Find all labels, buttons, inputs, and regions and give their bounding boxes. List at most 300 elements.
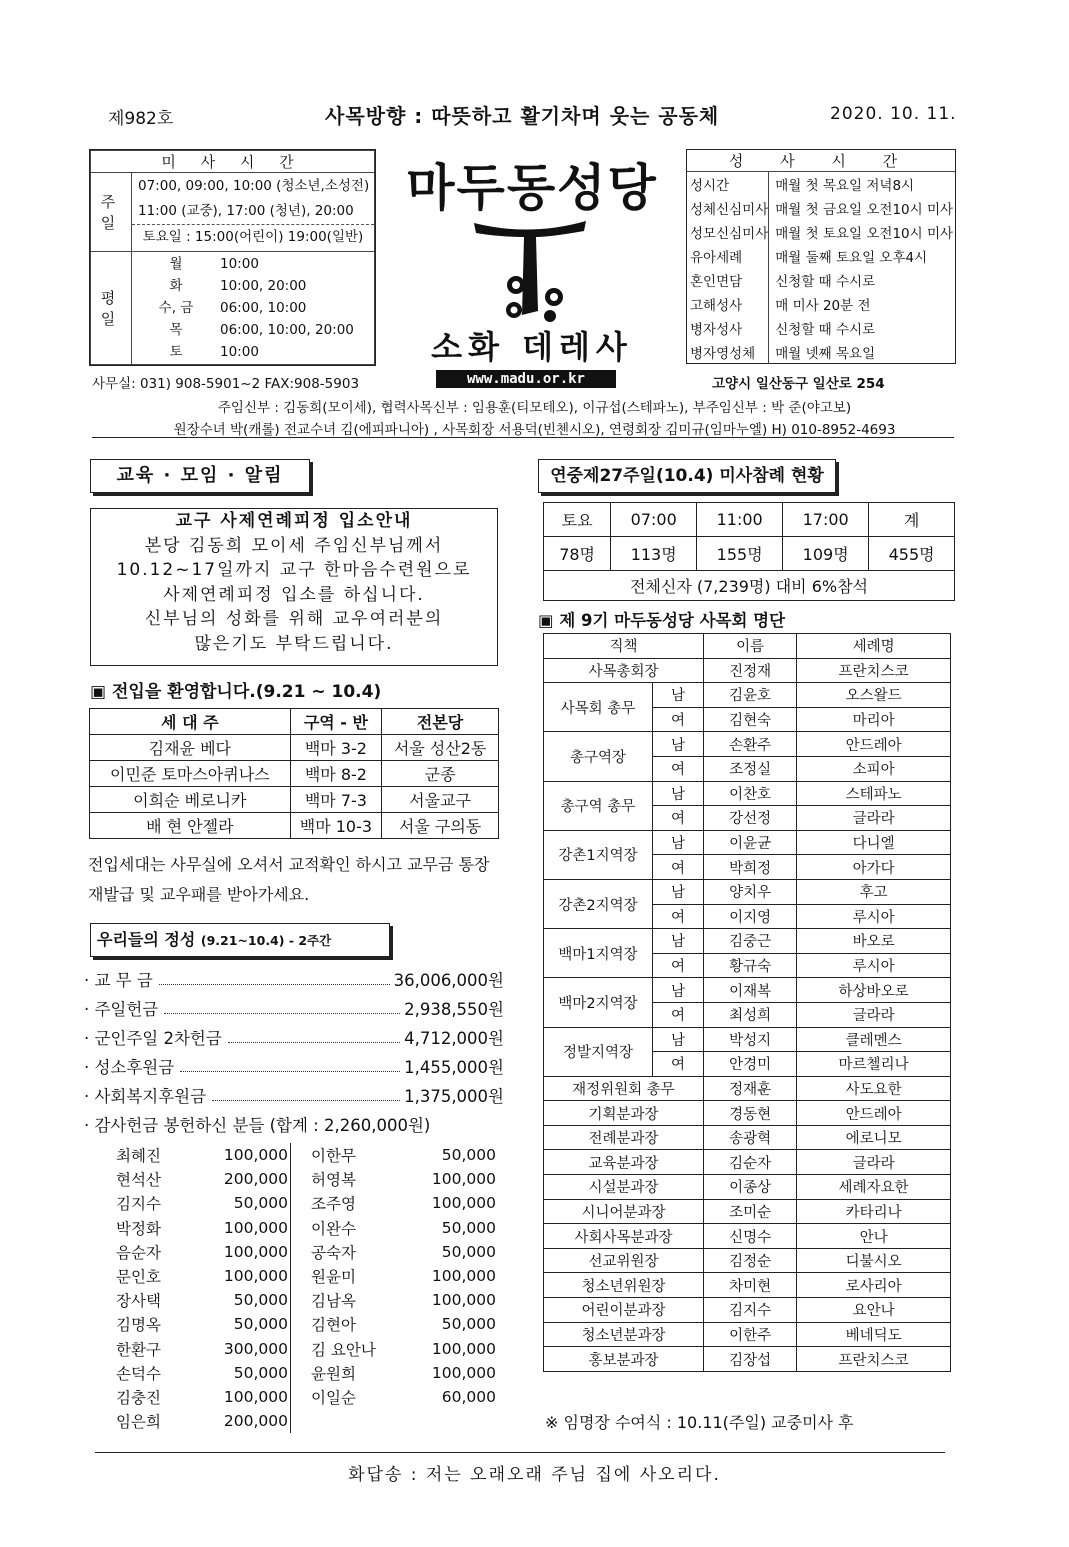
council-role: 백마2지역장 bbox=[544, 978, 653, 1027]
council-saint: 아가다 bbox=[797, 855, 951, 880]
issue-number: 제982호 bbox=[108, 109, 174, 129]
council-saint: 프란치스코 bbox=[797, 658, 951, 683]
weekday-times bbox=[132, 251, 375, 364]
donor-name: 원윤미 bbox=[311, 1268, 356, 1287]
gender-label: 여 bbox=[653, 904, 704, 929]
donor-amount: 50,000 bbox=[202, 1191, 291, 1215]
sunday-label: 주 일 bbox=[91, 173, 132, 252]
council-name: 조미순 bbox=[704, 1199, 797, 1224]
donor-amount: 50,000 bbox=[202, 1288, 291, 1312]
gender-label: 남 bbox=[653, 978, 704, 1003]
weekday-day: 수, 금 bbox=[158, 299, 194, 316]
council-name: 안경미 bbox=[704, 1052, 797, 1077]
donor-row bbox=[100, 1312, 496, 1336]
council-row bbox=[544, 1175, 951, 1200]
offering-row bbox=[84, 995, 504, 1024]
council-role: 강촌1지역장 bbox=[544, 830, 653, 879]
council-name: 강선정 bbox=[704, 806, 797, 831]
council-role: 기획분과장 bbox=[544, 1101, 704, 1126]
donor-name: 임은희 bbox=[116, 1413, 161, 1432]
council-name: 신명수 bbox=[704, 1224, 797, 1249]
donor-name: 음순자 bbox=[116, 1243, 161, 1262]
donor-row bbox=[100, 1409, 496, 1433]
gender-label: 남 bbox=[653, 830, 704, 855]
donor-name: 이한무 bbox=[311, 1147, 356, 1166]
weekday-row bbox=[132, 341, 374, 363]
column-header: 이름 bbox=[704, 634, 797, 659]
donor-name: 한환구 bbox=[116, 1340, 161, 1359]
donor-name: 김남옥 bbox=[311, 1292, 356, 1311]
council-row bbox=[544, 658, 951, 683]
welcome-note-line: 재발급 및 교우패를 받아가세요. bbox=[88, 885, 310, 904]
offering-label: · 성소후원금 bbox=[84, 1058, 175, 1077]
gender-label: 여 bbox=[653, 707, 704, 732]
gender-label: 남 bbox=[653, 781, 704, 806]
thanks-offering-heading: · 감사헌금 봉헌하신 분들 (합계 : 2,260,000원) bbox=[84, 1116, 431, 1135]
council-heading: ▣ 제 9기 마두동성당 사목회 명단 bbox=[538, 611, 786, 630]
pastoral-motto: 사목방향 : 따뜻하고 활기차며 웃는 공동체 bbox=[325, 104, 720, 128]
issue-date: 2020. 10. 11. bbox=[830, 104, 957, 124]
attendance-count: 455명 bbox=[869, 537, 955, 571]
council-name: 경동현 bbox=[704, 1101, 797, 1126]
donor-name: 최혜진 bbox=[116, 1147, 161, 1166]
offering-label: · 사회복지후원금 bbox=[84, 1087, 207, 1106]
donor-amount: 200,000 bbox=[202, 1409, 291, 1433]
council-name: 조정실 bbox=[704, 756, 797, 781]
donor-row bbox=[100, 1288, 496, 1312]
sacrament-time: 매 미사 20분 전 bbox=[775, 298, 871, 314]
gender-label: 여 bbox=[653, 953, 704, 978]
sunday-time-line: 07:00, 09:00, 10:00 (청소년,소성전) bbox=[138, 177, 370, 194]
attendance-header: 계 bbox=[869, 503, 955, 537]
attendance-count: 113명 bbox=[611, 537, 697, 571]
donor-amount: 100,000 bbox=[202, 1385, 291, 1409]
table-cell: 백마 7-3 bbox=[290, 787, 382, 813]
council-name: 김지수 bbox=[704, 1298, 797, 1323]
council-row bbox=[544, 732, 951, 757]
council-row bbox=[544, 1224, 951, 1249]
mass-times-box bbox=[89, 149, 376, 366]
weekday-time: 10:00 bbox=[220, 255, 259, 272]
sunday-times bbox=[132, 173, 375, 252]
table-cell: 이민준 토마스아퀴나스 bbox=[90, 761, 291, 787]
council-row bbox=[544, 781, 951, 806]
website-link[interactable]: www.madu.or.kr bbox=[436, 370, 616, 388]
table-row bbox=[90, 813, 499, 839]
retreat-notice bbox=[90, 508, 498, 666]
council-row bbox=[544, 1027, 951, 1052]
donor-row bbox=[100, 1361, 496, 1385]
table-cell: 백마 3-2 bbox=[290, 735, 382, 761]
offering-label: · 교 무 금 bbox=[84, 971, 153, 990]
sacrament-times-box bbox=[686, 149, 956, 364]
donor-name: 공숙자 bbox=[311, 1243, 356, 1262]
council-saint: 세례자요한 bbox=[797, 1175, 951, 1200]
donor-row bbox=[100, 1385, 496, 1409]
sacrament-time: 매월 첫 토요일 오전10시 미사 bbox=[775, 226, 954, 242]
table-cell: 배 현 안젤라 bbox=[90, 813, 291, 839]
offering-row bbox=[84, 966, 504, 995]
table-row bbox=[90, 787, 499, 813]
council-saint: 마리아 bbox=[797, 707, 951, 732]
council-name: 김장섭 bbox=[704, 1347, 797, 1372]
attendance-header: 07:00 bbox=[611, 503, 697, 537]
sacrament-time: 매월 둘째 토요일 오후4시 bbox=[775, 250, 928, 266]
council-row bbox=[544, 1199, 951, 1224]
gender-label: 남 bbox=[653, 732, 704, 757]
column-header: 세례명 bbox=[797, 634, 951, 659]
leader-dots bbox=[212, 1082, 400, 1101]
gender-label: 여 bbox=[653, 1002, 704, 1027]
council-saint: 글라라 bbox=[797, 1150, 951, 1175]
patron-saint: 소화 데레사 bbox=[431, 328, 633, 366]
council-saint: 루시아 bbox=[797, 904, 951, 929]
council-saint: 안드레아 bbox=[797, 732, 951, 757]
sacrament-name: 병자성사 bbox=[687, 316, 769, 340]
leader-dots bbox=[164, 995, 400, 1014]
council-row bbox=[544, 1322, 951, 1347]
council-name: 양치우 bbox=[704, 879, 797, 904]
sacrament-row bbox=[687, 172, 955, 197]
council-role: 백마1지역장 bbox=[544, 929, 653, 978]
donor-name: 윤원희 bbox=[311, 1364, 356, 1383]
table-cell: 김재윤 베다 bbox=[90, 735, 291, 761]
council-name: 차미현 bbox=[704, 1273, 797, 1298]
weekday-day: 화 bbox=[169, 277, 183, 294]
attendance-header: 토요 bbox=[544, 503, 611, 537]
offering-title: 우리들의 정성 bbox=[97, 930, 196, 949]
donor-amount: 100,000 bbox=[431, 1363, 496, 1382]
sacrament-row bbox=[687, 196, 955, 220]
council-saint: 오스왈드 bbox=[797, 683, 951, 708]
leader-dots bbox=[180, 1053, 400, 1072]
divider bbox=[92, 437, 954, 438]
donor-name: 박정화 bbox=[116, 1219, 161, 1238]
section-title-education: 교육 · 모임 · 알림 bbox=[90, 459, 310, 493]
attendance-count: 78명 bbox=[544, 537, 611, 571]
council-name: 박희정 bbox=[704, 855, 797, 880]
sacrament-name: 성시간 bbox=[687, 172, 769, 197]
council-row bbox=[544, 879, 951, 904]
council-role: 청소년분과장 bbox=[544, 1322, 704, 1347]
donor-amount: 100,000 bbox=[202, 1240, 291, 1264]
offering-amount: 36,006,000원 bbox=[393, 971, 504, 990]
council-name: 최성희 bbox=[704, 1002, 797, 1027]
council-saint: 바오로 bbox=[797, 929, 951, 954]
council-saint: 로사리아 bbox=[797, 1273, 951, 1298]
gender-label: 여 bbox=[653, 806, 704, 831]
offering-row bbox=[84, 1053, 504, 1082]
council-saint: 루시아 bbox=[797, 953, 951, 978]
council-saint: 카타리나 bbox=[797, 1199, 951, 1224]
council-role: 사회사목분과장 bbox=[544, 1224, 704, 1249]
table-cell: 서울 성산2동 bbox=[382, 735, 499, 761]
donor-name: 김명옥 bbox=[116, 1316, 161, 1335]
gender-label: 남 bbox=[653, 879, 704, 904]
donor-row bbox=[100, 1191, 496, 1215]
sacrament-name: 병자영성체 bbox=[687, 340, 769, 364]
weekday-row bbox=[132, 319, 374, 341]
council-saint: 사도요한 bbox=[797, 1076, 951, 1101]
sacrament-name: 성체신심미사 bbox=[687, 196, 769, 220]
donor-name: 김현아 bbox=[311, 1316, 356, 1335]
council-role: 어린이분과장 bbox=[544, 1298, 704, 1323]
sunday-time-line: 11:00 (교중), 17:00 (청년), 20:00 bbox=[138, 202, 354, 219]
council-name: 이지영 bbox=[704, 904, 797, 929]
council-table bbox=[543, 633, 951, 1372]
council-name: 이윤균 bbox=[704, 830, 797, 855]
attendance-header: 11:00 bbox=[697, 503, 783, 537]
sacrament-name: 고해성사 bbox=[687, 292, 769, 316]
donor-name: 조주영 bbox=[311, 1195, 356, 1214]
council-name: 이재복 bbox=[704, 978, 797, 1003]
sacrament-name: 성모신심미사 bbox=[687, 220, 769, 244]
council-saint: 글라라 bbox=[797, 1002, 951, 1027]
donor-row bbox=[100, 1240, 496, 1264]
gender-label: 여 bbox=[653, 855, 704, 880]
donor-row bbox=[100, 1264, 496, 1288]
column-header: 직책 bbox=[544, 634, 704, 659]
table-cell: 백마 10-3 bbox=[290, 813, 382, 839]
donor-amount: 300,000 bbox=[202, 1337, 291, 1361]
offering-period: (9.21~10.4) - 2주간 bbox=[200, 933, 332, 948]
sacrament-time: 매월 첫 목요일 저녁8시 bbox=[775, 178, 915, 194]
office-phone: 사무실: 031) 908-5901~2 FAX:908-5903 bbox=[92, 376, 360, 392]
weekday-row bbox=[132, 275, 374, 297]
council-role: 시니어분과장 bbox=[544, 1199, 704, 1224]
gender-label: 남 bbox=[653, 929, 704, 954]
gender-label: 남 bbox=[653, 683, 704, 708]
attendance-count: 155명 bbox=[697, 537, 783, 571]
column-header: 세 대 주 bbox=[90, 709, 291, 735]
weekday-label: 평 일 bbox=[91, 251, 132, 364]
attendance-total: 전체신자 (7,239명) 대비 6%참석 bbox=[544, 571, 955, 601]
donor-amount: 100,000 bbox=[431, 1339, 496, 1358]
table-row bbox=[90, 761, 499, 787]
weekday-day: 목 bbox=[169, 321, 183, 338]
council-saint: 글라라 bbox=[797, 806, 951, 831]
council-name: 이한주 bbox=[704, 1322, 797, 1347]
responsorial-psalm: 화답송 : 저는 오래오래 주님 집에 사오리다. bbox=[348, 1465, 721, 1485]
council-row bbox=[544, 1347, 951, 1372]
attendance-count: 109명 bbox=[783, 537, 869, 571]
welcome-table bbox=[89, 708, 499, 839]
council-role: 청소년위원장 bbox=[544, 1273, 704, 1298]
donor-amount: 100,000 bbox=[202, 1216, 291, 1240]
divider bbox=[95, 1452, 945, 1453]
council-row bbox=[544, 929, 951, 954]
council-name: 진정재 bbox=[704, 658, 797, 683]
council-role: 총구역장 bbox=[544, 732, 653, 781]
table-cell: 백마 8-2 bbox=[290, 761, 382, 787]
column-header: 구역 - 반 bbox=[290, 709, 382, 735]
weekday-time: 10:00, 20:00 bbox=[220, 277, 307, 294]
donor-name: 장사택 bbox=[116, 1292, 161, 1311]
sacrament-name: 혼인면담 bbox=[687, 268, 769, 292]
council-name: 황규숙 bbox=[704, 953, 797, 978]
donor-name: 김 요안나 bbox=[311, 1340, 376, 1359]
weekday-day: 월 bbox=[169, 255, 183, 272]
council-saint: 에로니모 bbox=[797, 1125, 951, 1150]
council-row bbox=[544, 978, 951, 1003]
sacrament-row bbox=[687, 316, 955, 340]
saturday-time-line: 토요일 : 15:00(어린이) 19:00(일반) bbox=[132, 224, 374, 250]
section-title-attendance: 연중제27주일(10.4) 미사참례 현황 bbox=[538, 459, 836, 493]
council-name: 이종상 bbox=[704, 1175, 797, 1200]
sacrament-row bbox=[687, 244, 955, 268]
donor-amount: 100,000 bbox=[431, 1267, 496, 1286]
council-role: 전례분과장 bbox=[544, 1125, 704, 1150]
weekday-time: 06:00, 10:00 bbox=[220, 299, 307, 316]
council-role: 총구역 총무 bbox=[544, 781, 653, 830]
council-role: 선교위원장 bbox=[544, 1248, 704, 1273]
council-role: 홍보분과장 bbox=[544, 1347, 704, 1372]
sacrament-row bbox=[687, 340, 955, 364]
table-cell: 이희순 베로니카 bbox=[90, 787, 291, 813]
column-header: 전본당 bbox=[382, 709, 499, 735]
donor-amount: 50,000 bbox=[441, 1146, 496, 1165]
council-role: 재정위원회 총무 bbox=[544, 1076, 704, 1101]
donor-name: 이일순 bbox=[311, 1388, 356, 1407]
notice-line: 10.12~17일까지 교구 한마음수련원으로 bbox=[116, 560, 472, 580]
council-name: 김윤호 bbox=[704, 683, 797, 708]
council-saint: 안드레아 bbox=[797, 1101, 951, 1126]
council-saint: 하상바오로 bbox=[797, 978, 951, 1003]
notice-line: 본당 김동희 모이세 주임신부님께서 bbox=[144, 535, 444, 556]
council-role: 시설분과장 bbox=[544, 1175, 704, 1200]
council-name: 송광혁 bbox=[704, 1125, 797, 1150]
donor-row bbox=[100, 1337, 496, 1361]
sacrament-times-title: 성 사 시 간 bbox=[687, 150, 955, 172]
offering-row bbox=[84, 1082, 504, 1111]
weekday-day: 토 bbox=[169, 343, 183, 360]
council-saint: 소피아 bbox=[797, 756, 951, 781]
council-saint: 다니엘 bbox=[797, 830, 951, 855]
sacrament-row bbox=[687, 220, 955, 244]
table-cell: 군종 bbox=[382, 761, 499, 787]
offering-amount: 1,375,000원 bbox=[404, 1087, 504, 1106]
weekday-time: 06:00, 10:00, 20:00 bbox=[220, 321, 354, 338]
council-row bbox=[544, 683, 951, 708]
council-name: 이찬호 bbox=[704, 781, 797, 806]
donor-amount: 50,000 bbox=[202, 1312, 291, 1336]
council-note: ※ 임명장 수여식 : 10.11(주일) 교중미사 후 bbox=[545, 1413, 854, 1432]
donor-amount: 50,000 bbox=[441, 1218, 496, 1237]
donor-table bbox=[100, 1143, 496, 1433]
leader-dots bbox=[228, 1024, 400, 1043]
donor-amount: 100,000 bbox=[431, 1291, 496, 1310]
sacrament-name: 유아세례 bbox=[687, 244, 769, 268]
mass-times-title: 미 사 시 간 bbox=[91, 151, 375, 173]
sacrament-time: 매월 넷째 목요일 bbox=[775, 346, 876, 362]
donor-name: 현석산 bbox=[116, 1171, 161, 1190]
council-saint: 후고 bbox=[797, 879, 951, 904]
cross-rose-logo-icon bbox=[470, 215, 590, 325]
council-saint: 스테파노 bbox=[797, 781, 951, 806]
table-cell: 서울교구 bbox=[382, 787, 499, 813]
welcome-note-line: 전입세대는 사무실에 오셔서 교적확인 하시고 교무금 통장 bbox=[88, 855, 490, 874]
welcome-note bbox=[88, 850, 508, 910]
offering-amount: 2,938,550원 bbox=[404, 1000, 504, 1019]
council-saint: 안나 bbox=[797, 1224, 951, 1249]
donor-amount: 200,000 bbox=[202, 1167, 291, 1191]
donor-amount: 100,000 bbox=[202, 1143, 291, 1167]
donor-name: 허영복 bbox=[311, 1171, 356, 1190]
council-row bbox=[544, 1076, 951, 1101]
council-role: 정발지역장 bbox=[544, 1027, 653, 1076]
notice-title: 교구 사제연례피정 입소안내 bbox=[175, 511, 413, 531]
table-row bbox=[90, 735, 499, 761]
church-address: 고양시 일산동구 일산로 254 bbox=[712, 376, 885, 392]
sacrament-time: 신청할 때 수시로 bbox=[775, 322, 876, 338]
council-row bbox=[544, 1248, 951, 1273]
notice-line: 많은기도 부탁드립니다. bbox=[194, 633, 394, 654]
offering-list bbox=[84, 966, 504, 1140]
donor-amount: 100,000 bbox=[431, 1170, 496, 1189]
council-name: 김현숙 bbox=[704, 707, 797, 732]
donor-amount: 50,000 bbox=[441, 1315, 496, 1334]
donor-row bbox=[100, 1167, 496, 1191]
council-saint: 클레멘스 bbox=[797, 1027, 951, 1052]
sacrament-time: 신청할 때 수시로 bbox=[775, 274, 876, 290]
weekday-row bbox=[132, 253, 374, 275]
offering-amount: 1,455,000원 bbox=[404, 1058, 504, 1077]
donor-amount: 100,000 bbox=[202, 1264, 291, 1288]
offering-row bbox=[84, 1024, 504, 1053]
council-name: 김정순 bbox=[704, 1248, 797, 1273]
council-row bbox=[544, 1125, 951, 1150]
donor-amount: 60,000 bbox=[441, 1387, 496, 1406]
gender-label: 남 bbox=[653, 1027, 704, 1052]
council-name: 박성지 bbox=[704, 1027, 797, 1052]
attendance-table bbox=[543, 502, 955, 601]
donor-row bbox=[100, 1216, 496, 1240]
offering-label: · 주일헌금 bbox=[84, 1000, 159, 1019]
gender-label: 여 bbox=[653, 1052, 704, 1077]
donor-name: 이완수 bbox=[311, 1219, 356, 1238]
notice-line: 사제연례피정 입소를 하십니다. bbox=[163, 584, 425, 605]
council-saint: 요안나 bbox=[797, 1298, 951, 1323]
council-role: 교육분과장 bbox=[544, 1150, 704, 1175]
council-saint: 디불시오 bbox=[797, 1248, 951, 1273]
weekday-row bbox=[132, 297, 374, 319]
council-role: 사목총회장 bbox=[544, 658, 704, 683]
council-row bbox=[544, 1273, 951, 1298]
council-name: 정재훈 bbox=[704, 1076, 797, 1101]
sacrament-time: 매월 첫 금요일 오전10시 미사 bbox=[775, 202, 954, 218]
council-name: 손환주 bbox=[704, 732, 797, 757]
sacrament-row bbox=[687, 292, 955, 316]
offering-amount: 4,712,000원 bbox=[404, 1029, 504, 1048]
section-title-offering bbox=[90, 923, 390, 957]
staff-list: 원장수녀 박(캐롤) 전교수녀 김(에피파니아) , 사목회장 서용덕(빈첸시오), 연령회장 김미규(임마누엘) H) 010-8952-4693 bbox=[173, 422, 896, 438]
council-saint: 베네딕도 bbox=[797, 1322, 951, 1347]
council-row bbox=[544, 830, 951, 855]
table-cell: 서울 구의동 bbox=[382, 813, 499, 839]
attendance-header: 17:00 bbox=[783, 503, 869, 537]
donor-amount bbox=[411, 1409, 496, 1433]
council-role: 강촌2지역장 bbox=[544, 879, 653, 928]
donor-name: 김지수 bbox=[116, 1195, 161, 1214]
council-name: 김순자 bbox=[704, 1150, 797, 1175]
church-name: 마두동성당 bbox=[406, 159, 658, 217]
council-row bbox=[544, 1150, 951, 1175]
welcome-heading: ▣ 전입을 환영합니다.(9.21 ~ 10.4) bbox=[90, 682, 382, 702]
gender-label: 여 bbox=[653, 756, 704, 781]
council-name: 김중근 bbox=[704, 929, 797, 954]
council-saint: 마르첼리나 bbox=[797, 1052, 951, 1077]
council-saint: 프란치스코 bbox=[797, 1347, 951, 1372]
